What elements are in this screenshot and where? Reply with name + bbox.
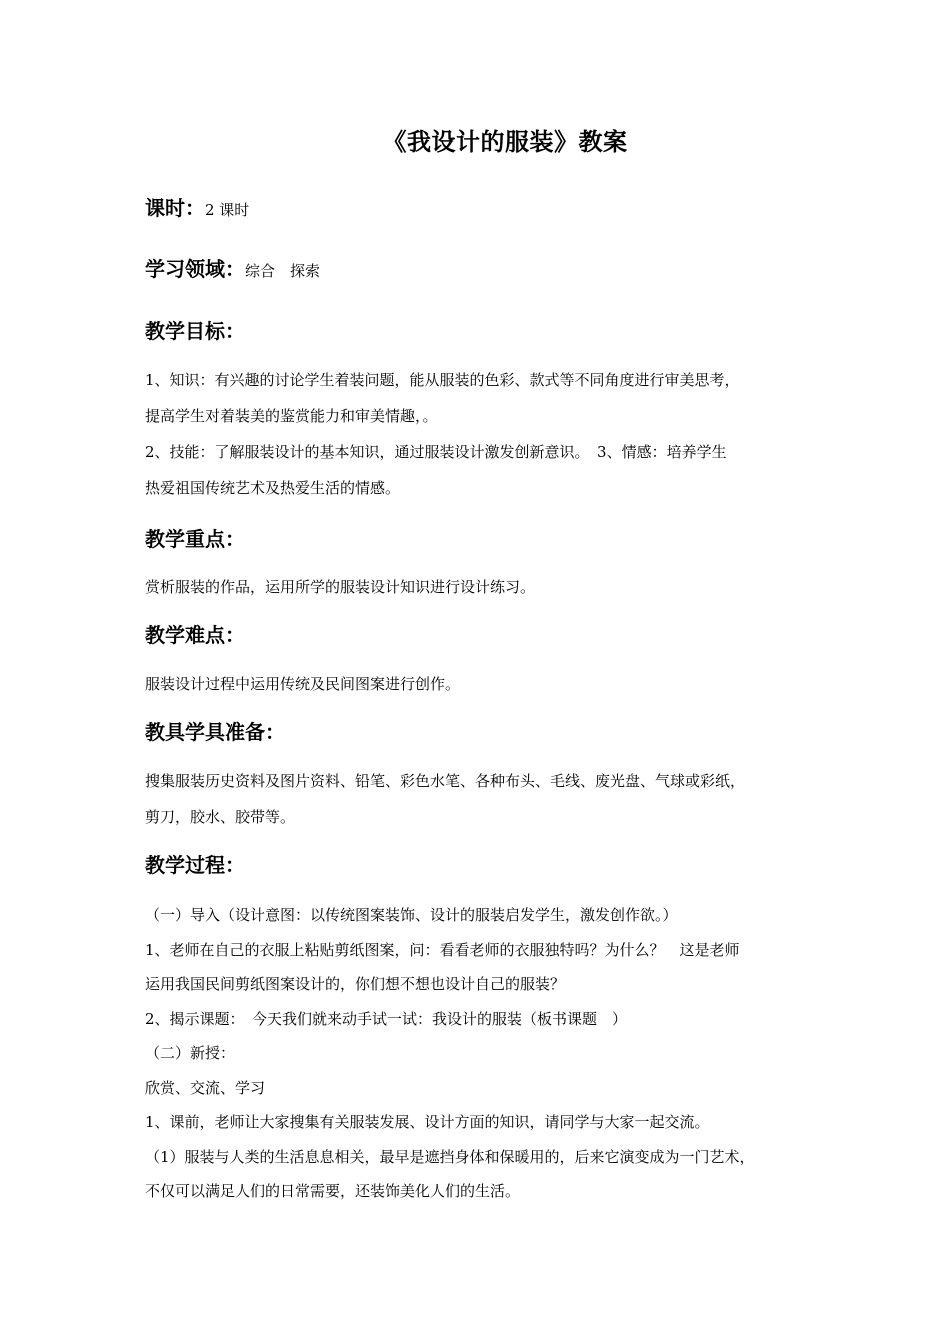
paragraph-line: 2、揭示课题： 今天我们就来动手试一试：我设计的服装（板书课题 ） <box>145 1009 628 1028</box>
materials-body <box>145 763 815 835</box>
paragraph-line: 1、知识：有兴趣的讨论学生着装问题，能从服装的色彩、款式等不同角度进行审美思考， <box>145 371 740 389</box>
paragraph-line: 服装设计过程中运用传统及民间图案进行创作。 <box>145 675 461 693</box>
process-section <box>145 850 815 880</box>
key-points-section <box>145 524 815 554</box>
key-points-body <box>145 569 815 605</box>
paragraph-line: 不仅可以满足人们的日常需要，还装饰美化人们的生活。 <box>145 1182 521 1200</box>
paragraph-line: 搜集服装历史资料及图片资料、铅笔、彩色水笔、各种布头、毛线、废光盘、气球或彩纸， <box>145 772 746 790</box>
learning-domain-value: 综合 探索 <box>245 262 321 280</box>
materials-heading: 教具学具准备： <box>145 720 285 744</box>
paragraph-line: 2、技能：了解服装设计的基本知识，通过服装设计激发创新意识。 3、情感：培养学生 <box>145 443 727 461</box>
paragraph-line: （1）服装与人类的生活息息相关，最早是遮挡身体和保暖用的，后来它演变成为一门艺术， <box>145 1147 755 1166</box>
paragraph-line: 赏析服装的作品，运用所学的服装设计知识进行设计练习。 <box>145 578 536 596</box>
paragraph-line: （一）导入（设计意图：以传统图案装饰、设计的服装启发学生，激发创作欲。） <box>145 906 678 924</box>
document-title: 《我设计的服装》教案 <box>382 128 628 156</box>
paragraph-line: 1、老师在自己的衣服上粘贴剪纸图案，问：看看老师的衣服独特吗？为什么？ 这是老师 <box>145 940 740 959</box>
objectives-section <box>145 316 815 346</box>
process-heading: 教学过程： <box>145 853 245 877</box>
key-points-heading: 教学重点： <box>145 527 245 551</box>
difficulties-body <box>145 666 815 702</box>
paragraph-line: 欣赏、交流、学习 <box>145 1078 266 1097</box>
difficulties-section <box>145 620 815 650</box>
paragraph-line: 提高学生对着装美的鉴赏能力和审美情趣，。 <box>145 407 438 425</box>
paragraph-line: 运用我国民间剪纸图案设计的，你们想不想也设计自己的服装？ <box>145 975 566 993</box>
process-body <box>145 898 815 1209</box>
paragraph-line: 热爱祖国传统艺术及热爱生活的情感。 <box>145 479 401 497</box>
paragraph-line: （二）新授： <box>145 1044 236 1062</box>
objectives-body <box>145 362 815 506</box>
paragraph-line: 剪刀，胶水、胶带等。 <box>145 808 296 826</box>
lesson-hours-value: 2 课时 <box>205 201 250 219</box>
lesson-hours-section <box>145 193 815 225</box>
objectives-heading: 教学目标： <box>145 319 245 343</box>
materials-section <box>145 717 815 747</box>
learning-domain-section <box>145 254 815 286</box>
learning-domain-label: 学习领域： <box>145 257 245 281</box>
lesson-hours-label: 课时： <box>145 196 205 220</box>
paragraph-line: 1、课前，老师让大家搜集有关服装发展、设计方面的知识，请同学与大家一起交流。 <box>145 1113 710 1131</box>
difficulties-heading: 教学难点： <box>145 623 245 647</box>
